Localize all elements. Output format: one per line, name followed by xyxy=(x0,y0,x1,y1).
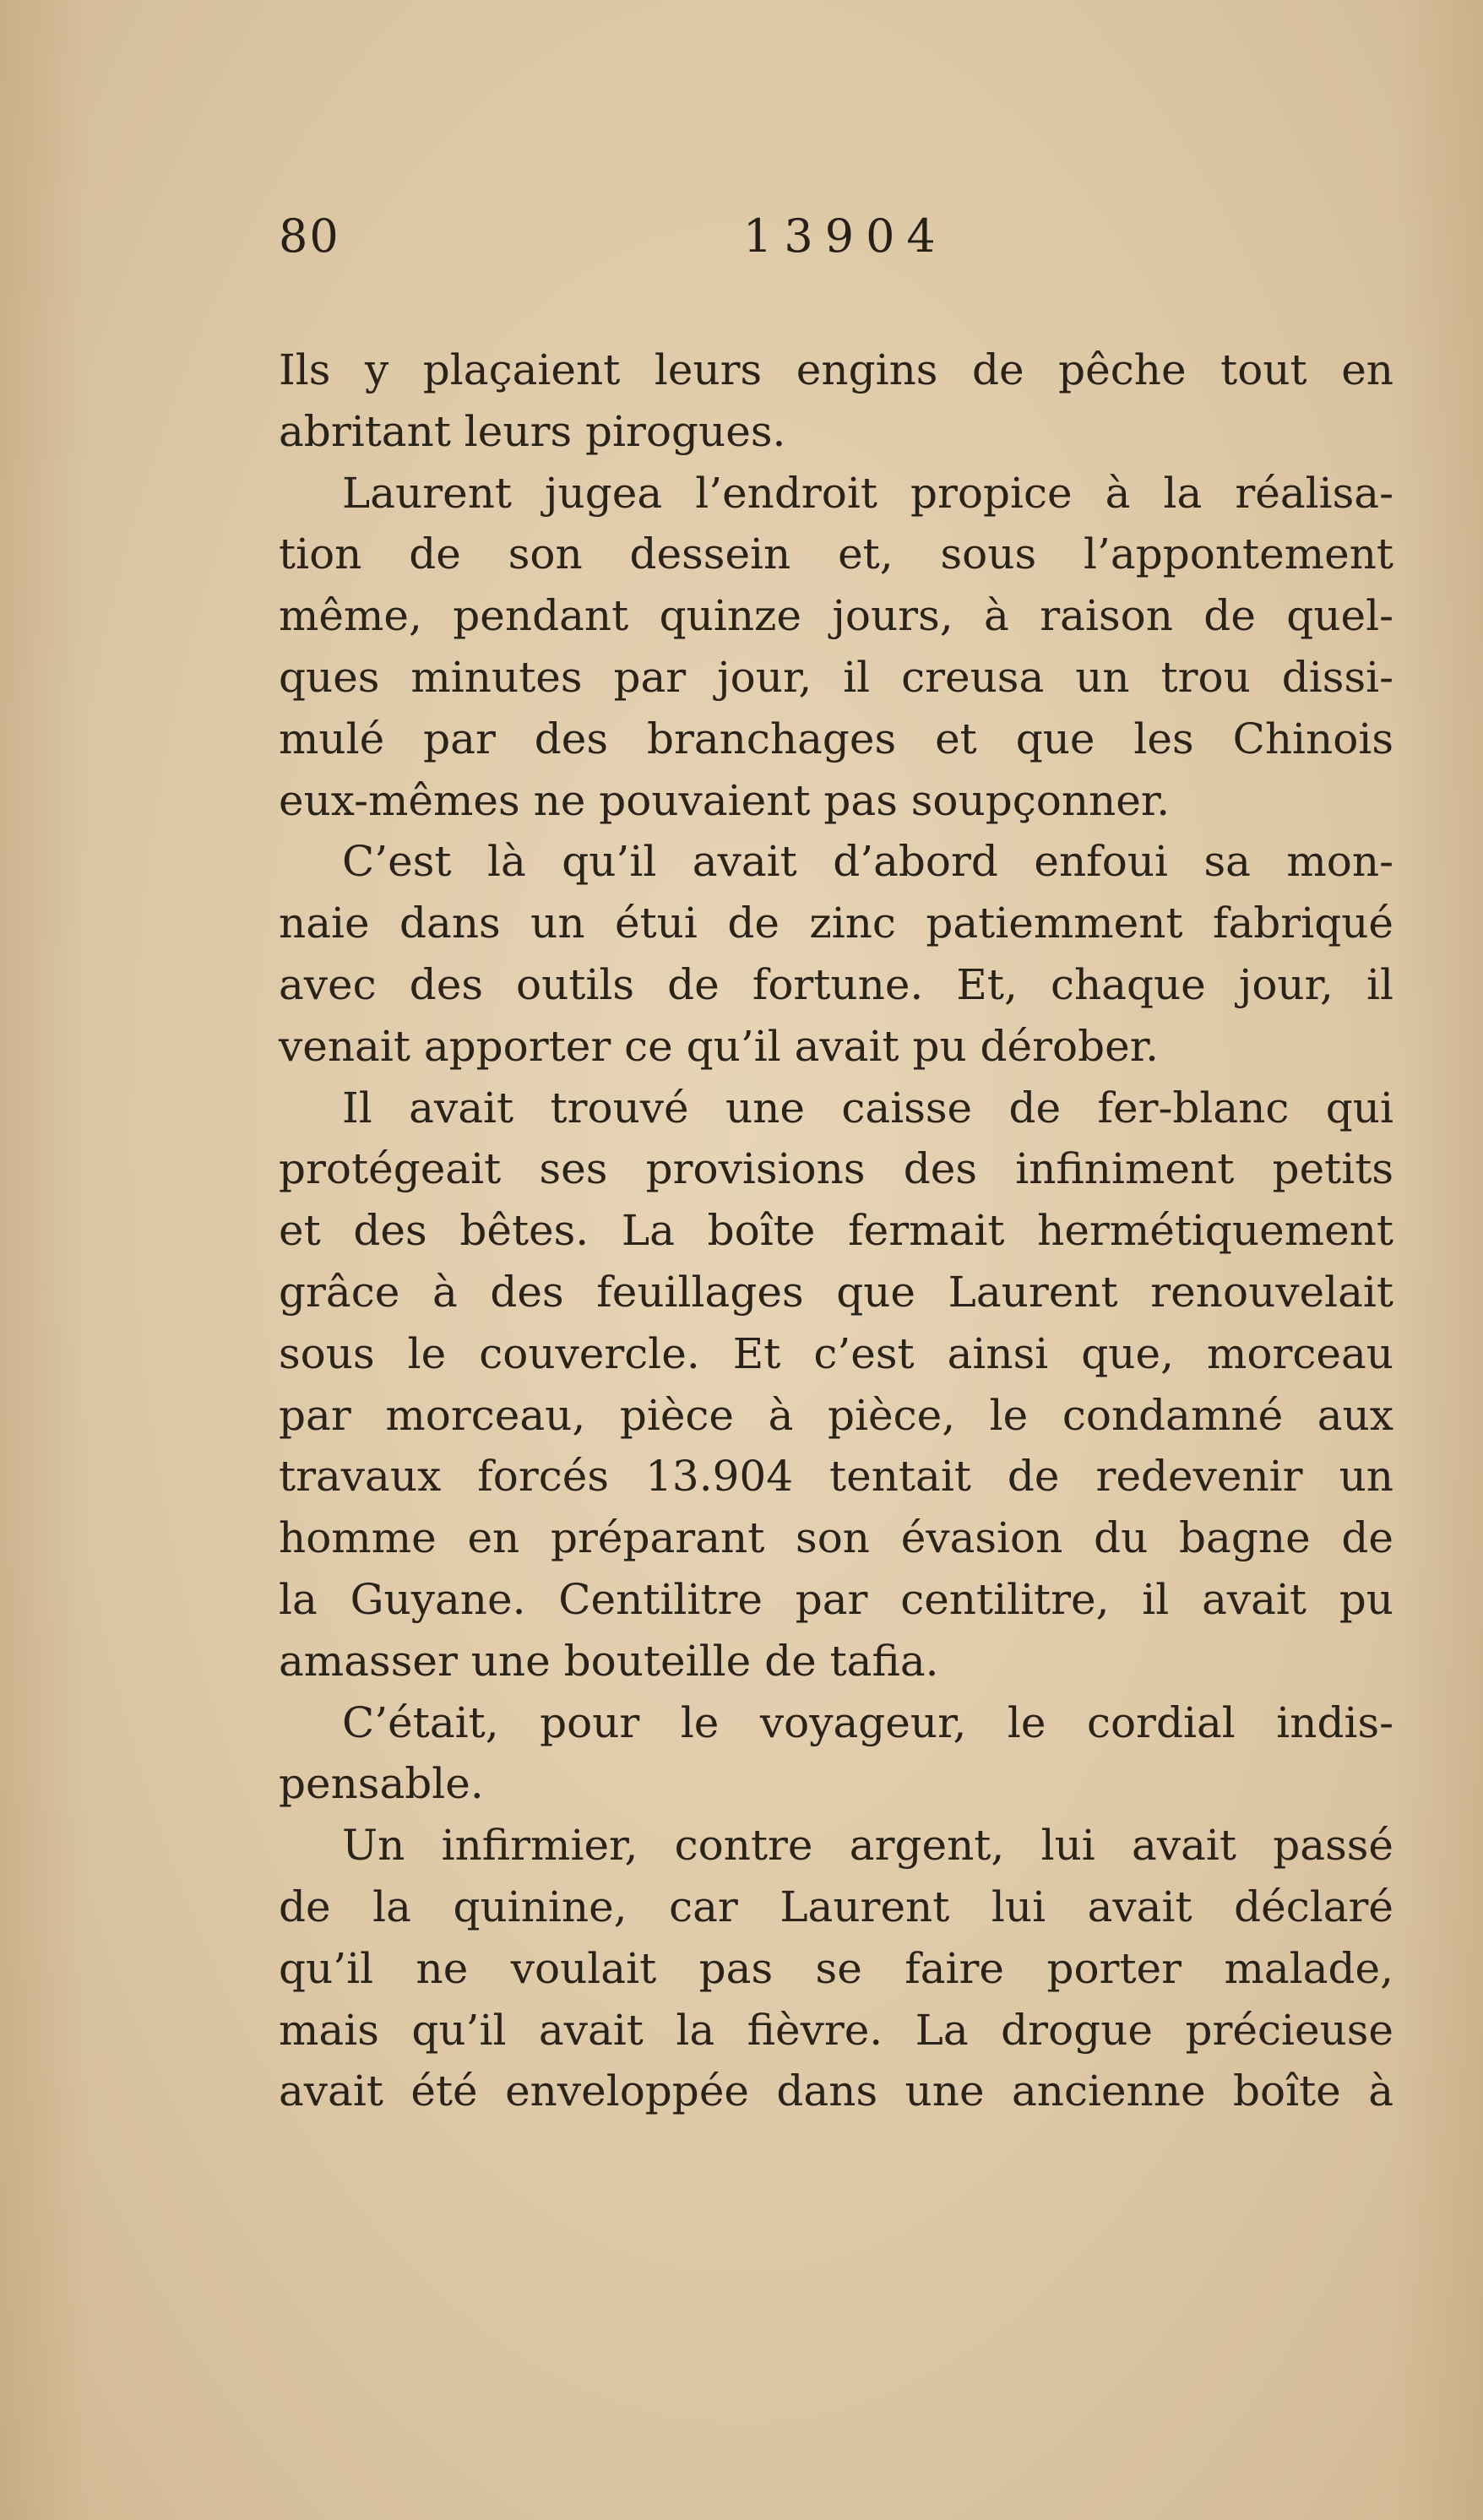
text-line: eux-mêmes ne pouvaient pas soupçonner. xyxy=(279,775,1171,825)
text-line: mais qu’il avait la fièvre. La drogue précieuse xyxy=(279,2005,1393,2055)
text-line: Un infirmier, contre argent, lui avait passé xyxy=(342,1821,1393,1871)
text-line: homme en préparant son évasion du bagne de xyxy=(279,1513,1393,1563)
text-line: avait été enveloppée dans une ancienne boîte à xyxy=(279,2067,1393,2116)
text-line: C’est là qu’il avait d’abord enfoui sa mon- xyxy=(342,837,1393,887)
text-line: amasser une bouteille de tafia. xyxy=(279,1636,939,1686)
text-line: protégeait ses provisions des infiniment petits xyxy=(279,1144,1393,1194)
text-line: de la quinine, car Laurent lui avait déclaré xyxy=(279,1882,1393,1931)
text-line: naie dans un étui de zinc patiemment fabriqué xyxy=(279,899,1393,948)
text-line: avec des outils de fortune. Et, chaque jour, il xyxy=(279,959,1393,1009)
text-line: C’était, pour le voyageur, le cordial indis- xyxy=(342,1697,1393,1747)
text-line: Ils y plaçaient leurs engins de pêche tout en xyxy=(279,345,1393,394)
page-header xyxy=(279,209,1393,277)
text-line: abritant leurs pirogues. xyxy=(279,406,786,456)
text-line: venait apporter ce qu’il avait pu dérober. xyxy=(279,1021,1160,1071)
text-line: qu’il ne voulait pas se faire porter malade, xyxy=(279,1943,1393,1993)
text-line: travaux forcés 13.904 tentait de redevenir un xyxy=(279,1452,1393,1502)
text-line: pensable. xyxy=(279,1759,484,1809)
text-line: Laurent jugea l’endroit propice à la réalisa- xyxy=(342,468,1393,518)
text-line: Il avait trouvé une caisse de fer-blanc qui xyxy=(342,1083,1393,1132)
text-line: par morceau, pièce à pièce, le condamné aux xyxy=(279,1390,1393,1440)
text-line: tion de son dessein et, sous l’appontement xyxy=(279,530,1393,579)
text-line: sous le couvercle. Et c’est ainsi que, morceau xyxy=(279,1328,1393,1378)
text-body xyxy=(279,339,1393,2122)
running-title: 13904 xyxy=(743,209,948,263)
text-line: ques minutes par jour, il creusa un trou dissi- xyxy=(279,652,1393,702)
text-line: mulé par des branchages et que les Chinois xyxy=(279,714,1393,763)
page-number: 80 xyxy=(279,209,340,263)
text-line: grâce à des feuillages que Laurent renouvelait xyxy=(279,1267,1393,1317)
text-line: la Guyane. Centilitre par centilitre, il avait pu xyxy=(279,1574,1393,1624)
text-line: et des bêtes. La boîte fermait hermétiquement xyxy=(279,1206,1393,1256)
text-line: même, pendant quinze jours, à raison de quel- xyxy=(279,591,1393,641)
